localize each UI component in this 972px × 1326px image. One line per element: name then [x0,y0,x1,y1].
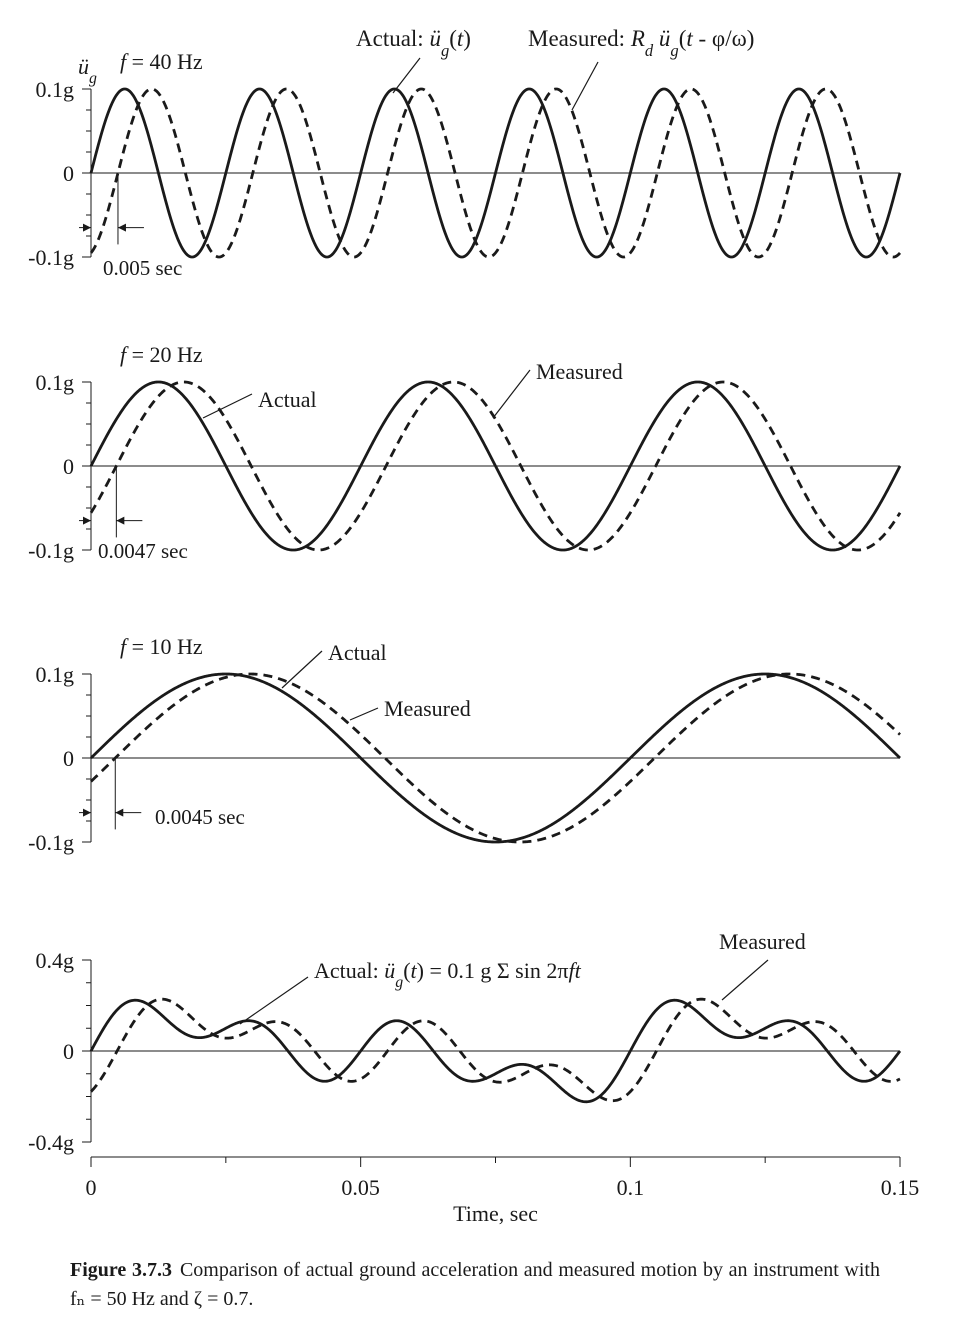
panel-2-shift-arrowhead-right [116,517,124,525]
panel-2-y-tick-label: 0.1g [35,370,74,395]
panel-2-shift-label: 0.0047 sec [98,539,188,563]
figure-caption [70,1256,880,1314]
panel-1-y-tick-label: 0 [63,161,74,186]
x-tick-label: 0 [85,1175,97,1200]
annotation-measured: Measured [719,929,806,954]
panel-4-y-tick-label: 0.4g [35,948,74,973]
panel-frequency-label: f = 40 Hz [120,49,203,74]
leader-actual [393,58,420,93]
panel-20hz [28,342,900,563]
panel-1-shift-label: 0.005 sec [103,256,183,280]
annotation-measured: Measured [384,696,471,721]
series-measured-line [91,999,900,1101]
panel-40hz [28,26,900,280]
y-axis-symbol: $ü_g$ [78,54,97,87]
panel-2-y-tick-label: -0.1g [28,538,74,563]
leader-measured [572,62,598,110]
panel-frequency-label: f = 20 Hz [120,342,203,367]
panel-3-shift-arrowhead-right [115,809,123,817]
annotation-actual: Actual: $ü_g(t) = 0.1$ g Σ sin 2πft [314,958,581,991]
leader-actual [282,651,322,688]
panel-4-y-tick-label: 0 [63,1039,74,1064]
panel-frequency-label: f = 10 Hz [120,634,203,659]
annotation-actual: Actual: $ü_g(t)$ [356,26,471,60]
leader-measured [722,960,768,1000]
panel-1-y-tick-label: -0.1g [28,245,74,270]
panel-2-shift-arrowhead-left [83,517,91,525]
annotation-actual: Actual [258,387,317,412]
leader-measured [493,370,530,418]
leader-actual [240,977,308,1024]
annotation-actual: Actual [328,640,387,665]
annotation-measured: Measured: $R_d$ $ü_g(t - \varphi/\omega)$ [528,26,755,60]
panel-4-y-tick-label: -0.4g [28,1130,74,1155]
leader-measured [350,708,378,720]
x-tick-label: 0.1 [616,1175,645,1200]
panel-2-y-tick-label: 0 [63,454,74,479]
panel-1-shift-arrowhead-right [118,224,126,232]
panel-3-shift-arrowhead-left [83,809,91,817]
panel-sum [28,929,919,1226]
panel-3-y-tick-label: -0.1g [28,830,74,855]
panel-3-y-tick-label: 0.1g [35,662,74,687]
panel-1-y-tick-label: 0.1g [35,77,74,102]
panel-1-shift-arrowhead-left [83,224,91,232]
x-tick-label: 0.05 [341,1175,380,1200]
x-axis-title: Time, sec [453,1201,538,1226]
caption-label: Figure 3.7.3 [70,1259,172,1281]
annotation-measured: Measured [536,359,623,384]
caption-text: Comparison of actual ground acceleration and measured motion by an instrument with fₙ = 50 Hz and ζ = 0.7. [70,1259,880,1310]
x-tick-label: 0.15 [880,1175,920,1200]
panel-3-shift-label: 0.0045 sec [155,805,245,829]
panel-10hz [28,634,900,855]
panel-3-y-tick-label: 0 [63,746,74,771]
